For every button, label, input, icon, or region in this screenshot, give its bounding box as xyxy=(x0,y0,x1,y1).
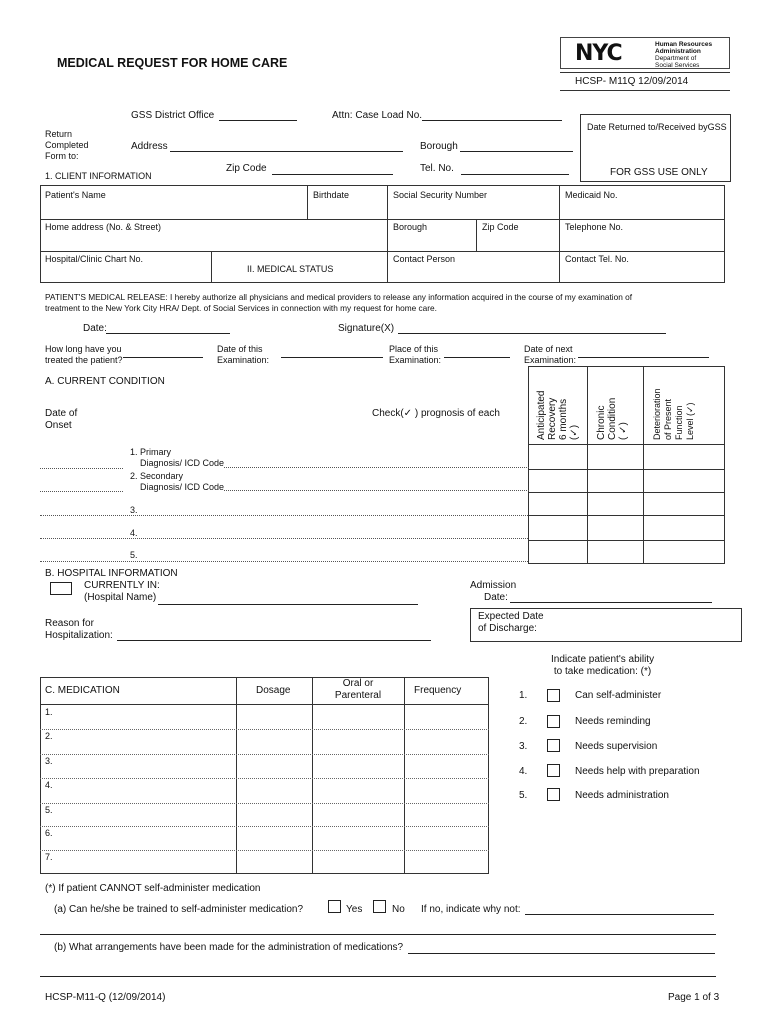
medication-row-4[interactable]: 4. xyxy=(45,780,53,790)
currently-in-label: CURRENTLY IN: xyxy=(84,580,160,591)
col-anticipated-recovery: Anticipated Recovery 6 months (✓) xyxy=(536,390,580,440)
gss-district-office-field[interactable] xyxy=(219,120,297,121)
next-exam-field[interactable] xyxy=(578,357,709,358)
release-date-label: Date: xyxy=(83,323,107,334)
admission-date-field[interactable] xyxy=(510,602,712,603)
ability-option-3-label: Needs supervision xyxy=(575,741,658,752)
if-no-reason-field-continued[interactable] xyxy=(40,934,716,935)
secondary-diagnosis-field[interactable] xyxy=(224,490,529,491)
attn-case-load-field[interactable] xyxy=(422,120,562,121)
nyc-hra-logo xyxy=(560,37,730,69)
medication-row-6[interactable]: 6. xyxy=(45,828,53,838)
question-a-label: (a) Can he/she be trained to self-administer medication? xyxy=(54,904,304,915)
ability-heading: Indicate patient's ability to take medication: (*) xyxy=(551,654,655,677)
return-form-label: Return Completed Form to: xyxy=(45,129,89,161)
medicaid-no-field[interactable]: Medicaid No. xyxy=(565,190,618,200)
diagnosis-row-5-label: 5. xyxy=(130,550,138,560)
gss-district-office-label: GSS District Office xyxy=(131,110,215,121)
birthdate-field[interactable]: Birthdate xyxy=(313,190,350,200)
client-info-table xyxy=(40,185,725,283)
ability-option-1-num: 1. xyxy=(519,690,528,701)
col-deterioration: Deterioration of Present Function Level (✓) xyxy=(652,388,695,440)
diagnosis-row-5-field[interactable] xyxy=(40,561,528,562)
currently-in-checkbox[interactable] xyxy=(50,582,72,595)
col-chronic-condition: Chronic Condition ( ✓) xyxy=(596,397,629,440)
ability-option-3-checkbox[interactable] xyxy=(547,739,560,752)
borough-field[interactable] xyxy=(460,151,573,152)
nyc-logo-mark: NYC xyxy=(575,41,622,66)
contact-tel-no-field[interactable]: Contact Tel. No. xyxy=(565,254,629,264)
contact-person-field[interactable]: Contact Person xyxy=(393,254,456,264)
current-condition-heading: A. CURRENT CONDITION xyxy=(45,376,165,387)
ability-option-4-label: Needs help with preparation xyxy=(575,766,700,777)
ability-option-1-checkbox[interactable] xyxy=(547,689,560,702)
question-b-label: (b) What arrangements have been made for the administration of medications? xyxy=(54,942,404,953)
gss-use-only-label: FOR GSS USE ONLY xyxy=(610,167,708,178)
col-dosage: Dosage xyxy=(256,685,291,696)
date-exam-field[interactable] xyxy=(281,357,383,358)
tel-no-label: Tel. No. xyxy=(420,163,454,174)
borough-label: Borough xyxy=(420,141,458,152)
primary-diagnosis-label: 1. Primary Diagnosis/ ICD Code xyxy=(130,447,225,468)
ability-option-2-label: Needs reminding xyxy=(575,716,651,727)
ability-option-5-num: 5. xyxy=(519,790,528,801)
primary-onset-field[interactable] xyxy=(40,468,123,469)
ability-option-2-num: 2. xyxy=(519,716,528,727)
ability-option-2-checkbox[interactable] xyxy=(547,715,560,728)
home-address-field[interactable]: Home address (No. & Street) xyxy=(45,222,162,232)
trainable-no-checkbox[interactable] xyxy=(373,900,386,913)
medical-status-heading: II. MEDICAL STATUS xyxy=(247,264,334,274)
ability-option-1-label: Can self-administer xyxy=(575,690,662,701)
footer-form-code: HCSP-M11-Q (12/09/2014) xyxy=(45,992,166,1003)
arrangements-field-continued[interactable] xyxy=(40,976,716,977)
how-long-field[interactable] xyxy=(123,357,203,358)
trainable-no-label: No xyxy=(392,904,405,915)
how-long-label: How long have you treated the patient? xyxy=(45,344,123,365)
if-no-reason-field[interactable] xyxy=(525,914,714,915)
medication-row-3[interactable]: 3. xyxy=(45,756,53,766)
trainable-yes-label: Yes xyxy=(346,904,363,915)
medication-table xyxy=(40,677,489,874)
tel-no-field[interactable] xyxy=(461,174,569,175)
reason-hospitalization-field[interactable] xyxy=(117,640,431,641)
expected-discharge-label: Expected Date of Discharge: xyxy=(478,611,544,634)
attn-case-load-label: Attn: Case Load No. xyxy=(332,110,423,121)
col-oral-parenteral: Oral or Parenteral xyxy=(334,678,382,701)
hospital-name-field[interactable] xyxy=(158,604,418,605)
col-frequency: Frequency xyxy=(414,685,462,696)
date-exam-label: Date of this Examination: xyxy=(217,344,270,365)
signature-label: Signature(X) xyxy=(338,323,395,334)
ability-option-3-num: 3. xyxy=(519,741,528,752)
date-of-onset-label: Date of Onset xyxy=(45,408,78,431)
place-exam-label: Place of this Examination: xyxy=(389,344,442,365)
arrangements-field[interactable] xyxy=(408,953,715,954)
diagnosis-row-4-label: 4. xyxy=(130,528,138,538)
release-date-field[interactable] xyxy=(106,333,230,334)
hospital-name-label: (Hospital Name) xyxy=(84,592,157,603)
ability-option-5-checkbox[interactable] xyxy=(547,788,560,801)
zip-code-label: Zip Code xyxy=(226,163,267,174)
patients-name-field[interactable]: Patient's Name xyxy=(45,190,106,200)
if-no-label: If no, indicate why not: xyxy=(421,904,521,915)
medication-heading: C. MEDICATION xyxy=(45,685,120,696)
signature-field[interactable] xyxy=(398,333,666,334)
telephone-no-field[interactable]: Telephone No. xyxy=(565,222,624,232)
address-label: Address xyxy=(131,141,168,152)
secondary-onset-field[interactable] xyxy=(40,491,123,492)
medication-row-5[interactable]: 5. xyxy=(45,805,53,815)
ssn-field[interactable]: Social Security Number xyxy=(393,190,488,200)
admission-date-label: Admission Date: xyxy=(470,580,517,603)
diagnosis-row-3-label: 3. xyxy=(130,505,138,515)
next-exam-label: Date of next Examination: xyxy=(524,344,577,365)
medication-row-7[interactable]: 7. xyxy=(45,852,53,862)
ability-option-4-checkbox[interactable] xyxy=(547,764,560,777)
primary-diagnosis-field[interactable] xyxy=(224,467,529,468)
trainable-yes-checkbox[interactable] xyxy=(328,900,341,913)
page-number: Page 1 of 3 xyxy=(668,992,720,1003)
client-zip-field[interactable]: Zip Code xyxy=(482,222,519,232)
ability-option-4-num: 4. xyxy=(519,766,528,777)
ability-option-5-label: Needs administration xyxy=(575,790,669,801)
medication-row-2[interactable]: 2. xyxy=(45,731,53,741)
date-returned-label: Date Returned to/Received byGSS xyxy=(587,122,727,132)
reason-hospitalization-label: Reason for Hospitalization: xyxy=(45,618,113,641)
form-code: HCSP- M11Q 12/09/2014 xyxy=(575,76,689,87)
check-prognosis-label: Check(✓ ) prognosis of each xyxy=(372,408,500,419)
page-title: MEDICAL REQUEST FOR HOME CARE xyxy=(57,56,288,70)
medication-row-1[interactable]: 1. xyxy=(45,707,53,717)
client-info-heading: 1. CLIENT INFORMATION xyxy=(45,171,152,181)
client-borough-field[interactable]: Borough xyxy=(393,222,428,232)
hospital-info-heading: B. HOSPITAL INFORMATION xyxy=(45,568,178,579)
cannot-self-administer-note: (*) If patient CANNOT self-administer medication xyxy=(45,883,261,894)
zip-code-field[interactable] xyxy=(272,174,393,175)
medical-release-text: PATIENT'S MEDICAL RELEASE: I hereby authorize all physicians and medical providers to release any information acquired in the course of my examination of treatment to the New York City HRA/ Dept. of Social Services in connection with my request for home care. xyxy=(45,292,633,313)
secondary-diagnosis-label: 2. Secondary Diagnosis/ ICD Code xyxy=(130,471,225,492)
address-field[interactable] xyxy=(170,151,403,152)
diagnosis-row-4-field[interactable] xyxy=(40,538,528,539)
place-exam-field[interactable] xyxy=(444,357,510,358)
diagnosis-row-3-field[interactable] xyxy=(40,515,528,516)
hospital-chart-no-field[interactable]: Hospital/Clinic Chart No. xyxy=(45,254,144,264)
logo-agency-text: Human Resources Administration Department of Social Services xyxy=(655,41,713,69)
